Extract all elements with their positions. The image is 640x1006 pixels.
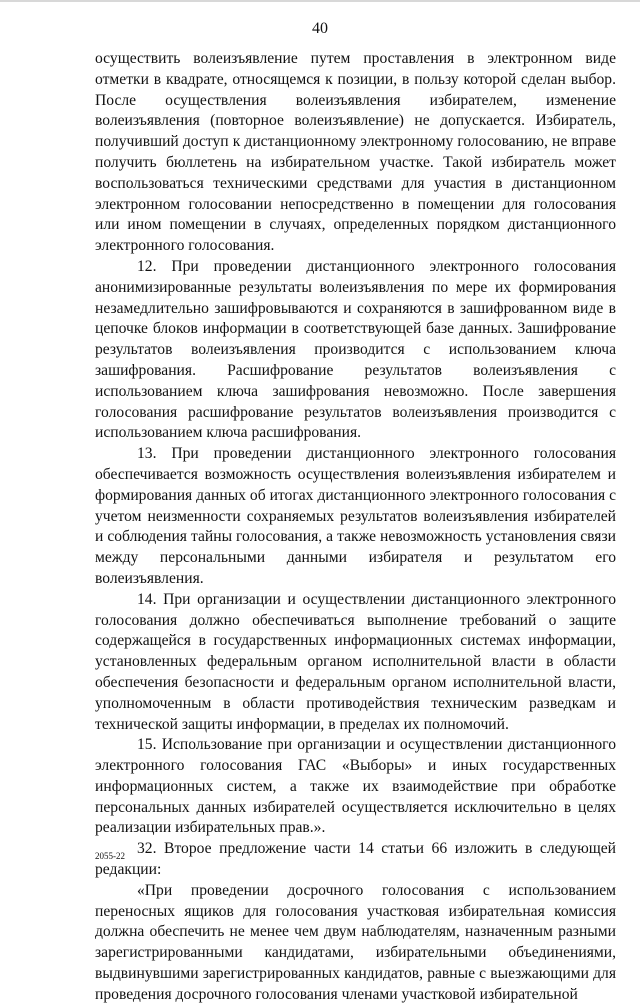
paragraph-item-15: 15. Использование при организации и осуществлении дистанционного электронного голосования ГАС «Выборы» и иных государственных информационных систем, а также их взаимодействие при обработке персональных данных избирателей осуществляется исключительно в целях реализации избирательных прав.». [95, 736, 616, 837]
paragraph-item-14: 14. При организации и осуществлении дистанционного электронного голосования должно обеспечиваться выполнение требований о защите содержащейся в государственных информационных системах информации, установленных федеральным органом исполнительной власти в области обеспечения безопасности и федеральным органом исполнительной власти, уполномоченным в области противодействия техническим разведкам и технической защиты информации, в пределах их полномочий. [95, 590, 616, 733]
scan-top-edge [0, 0, 640, 2]
paragraph-item-32: 32. Второе предложение части 14 статьи 66 изложить в следующей редакции: [95, 840, 616, 879]
paragraph-continuation: осуществить волеизъявление путем проставления в электронном виде отметки в квадрате, относящемся к позиции, в пользу которой сделан выбор. После осуществления волеизъявления избирателем, изменение волеизъявления (повторное волеизъявление) не допускается. Избиратель, получивший доступ к дистанционному электронному голосованию, не вправе получить бюллетень на избирательном участке. Такой избиратель может воспользоваться техническими средствами для участия в дистанционном электронном голосовании непосредственно в помещении для голосования или ином помещении в случаях, определенных порядком дистанционного электронного голосования. [95, 50, 616, 255]
document-code: 2055-22 [95, 851, 125, 861]
paragraph-item-12: 12. При проведении дистанционного электронного голосования анонимизированные результаты волеизъявления по мере их формирования незамедлительно зашифровываются и сохраняются в зашифрованном виде в цепочке блоков информации в соответствующей базе данных. Зашифрование результатов волеизъявления производится с использованием ключа зашифрования. Расшифрование результатов волеизъявления с использованием ключа зашифрования невозможно. После завершения голосования расшифрование результатов волеизъявления производится с использованием ключа расшифрования. [95, 257, 616, 442]
page-number: 40 [312, 20, 328, 37]
paragraph-quoted-amendment: «При проведении досрочного голосования с использованием переносных ящиков для голосования участковая избирательная комиссия должна обеспечить не менее чем двум наблюдателям, назначенным разными зарегистрированными кандидатами, избирательными объединениями, выдвинувшими зарегистрированных кандидатов, равные с выезжающими для проведения досрочного голосования членами участковой избирательной [95, 881, 616, 1003]
paragraph-item-13: 13. При проведении дистанционного электронного голосования обеспечивается возможность осуществления волеизъявления избирателем и формирования данных об итогах дистанционного электронного голосования с учетом неизменности сохраняемых результатов волеизъявления избирателей и соблюдения тайны голосования, а также невозможность установления связи между персональными данными избирателя и результатом его волеизъявления. [95, 445, 616, 587]
document-body [95, 49, 616, 1006]
